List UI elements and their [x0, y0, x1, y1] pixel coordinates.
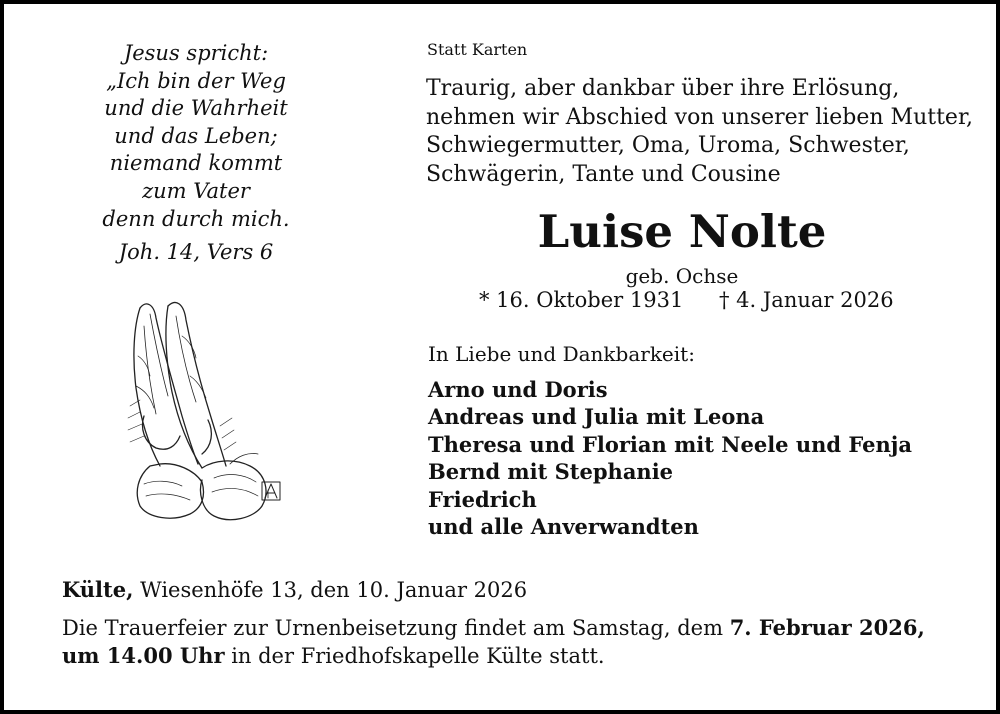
address-date: Wiesenhöfe 13, den 10. Januar 2026	[133, 578, 528, 602]
mourner-name: Theresa und Florian mit Neele und Fenja	[428, 431, 912, 457]
mourner-name: Friedrich	[428, 486, 537, 512]
mourner-name: Andreas und Julia mit Leona	[428, 404, 765, 430]
service-info	[62, 614, 962, 670]
mourners-list	[428, 376, 912, 540]
birth-date: * 16. Oktober 1931	[479, 288, 684, 312]
quote-line: zum Vater	[142, 178, 250, 203]
death-date: † 4. Januar 2026	[719, 288, 894, 312]
town-name: Külte,	[62, 577, 134, 602]
quote-line: „Ich bin der Weg	[106, 68, 286, 93]
mourner-name: Bernd mit Stephanie	[428, 459, 674, 485]
deceased-name: Luise Nolte	[537, 205, 827, 258]
bible-quote	[96, 40, 296, 267]
intro-line: Schwiegermutter, Oma, Uroma, Schwester,	[426, 133, 910, 158]
quote-line: niemand kommt	[109, 151, 283, 176]
intro-text	[426, 75, 973, 189]
mourner-name: Arno und Doris	[428, 377, 608, 402]
place-date	[62, 577, 527, 602]
quote-line: und die Wahrheit	[104, 96, 288, 121]
statt-karten-label: Statt Karten	[427, 40, 528, 59]
praying-hands-icon	[110, 296, 290, 530]
intro-line: Schwägerin, Tante und Cousine	[426, 161, 781, 187]
quote-line: und das Leben;	[114, 123, 278, 148]
quote-reference: Joh. 14, Vers 6	[118, 240, 274, 265]
quote-line: denn durch mich.	[102, 206, 290, 231]
mourners-heading: In Liebe und Dankbarkeit:	[428, 342, 695, 366]
mourner-name: und alle Anverwandten	[428, 514, 699, 540]
service-text: Die Trauerfeier zur Urnenbeisetzung findet am Samstag, dem	[62, 616, 730, 640]
service-datetime: 7. Februar 2026, um 14.00 Uhr	[62, 615, 925, 668]
service-location: in der Friedhofskapelle Külte statt.	[224, 644, 605, 668]
quote-line: Jesus spricht:	[123, 41, 269, 65]
birth-name: geb. Ochse	[625, 264, 739, 288]
intro-line: Traurig, aber dankbar über ihre Erlösung,	[426, 76, 900, 101]
intro-line: nehmen wir Abschied von unserer lieben Mutter,	[426, 104, 974, 130]
